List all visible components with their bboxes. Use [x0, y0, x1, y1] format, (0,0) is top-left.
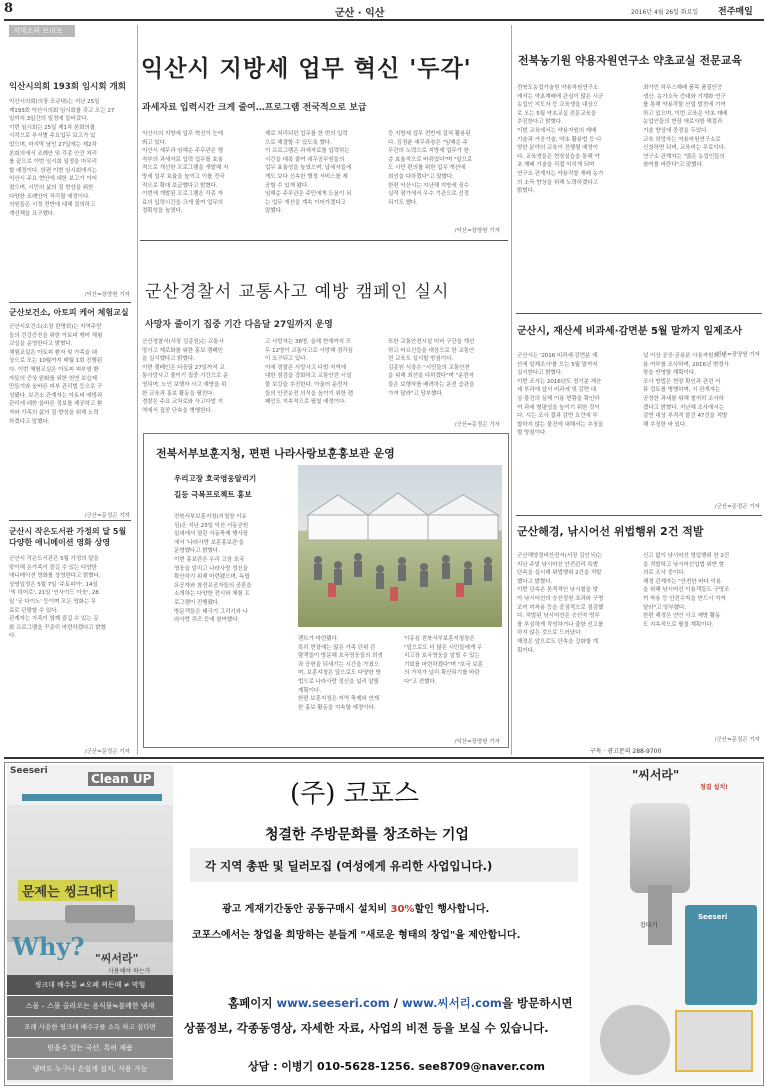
- ad-right-panel: [590, 765, 761, 1083]
- text-line: 익산시의 지방세 업무 혁신이 눈에: [142, 131, 223, 137]
- text-line: 경찰은 주요 교차로와 사고다발 지: [142, 399, 223, 406]
- ad-product-tag: 잡다기: [640, 922, 658, 929]
- text-line: 익산시 세무과 임해순 주무관은 행: [142, 148, 223, 155]
- text-line: 농업인들의 현장 애로사항 해결과: [643, 119, 723, 126]
- text-line: 대한 점검을 강화하고 교통안전 시설: [265, 373, 352, 380]
- text-line: 애니메이션 영화를 상영한다고 밝혔다.: [9, 573, 101, 580]
- fishing-col-2: [643, 552, 761, 728]
- text-line: 계획이다.: [298, 687, 321, 694]
- text-line: 운영했다고 밝혔다.: [174, 548, 220, 555]
- text-line: 할 방침이다.: [517, 430, 547, 437]
- brief-byline-2: /군산=문정곤 기자: [84, 513, 130, 519]
- text-line: 영웅을 알리고 나라사랑 정신을: [174, 565, 248, 572]
- text-line: 을 실시했다고 밝혔다.: [142, 356, 195, 363]
- text-line: 획이다.: [517, 647, 535, 654]
- text-line: 는 업무 개선을 계속 이어가겠다고: [265, 199, 346, 206]
- text-line: 료의 입력시간을 크게 줄여 업무의: [142, 199, 223, 206]
- text-line: 이번 교육에서는 약용자원의 재배: [517, 127, 597, 134]
- text-line: 다.: [9, 633, 16, 640]
- text-line: 이번 홍보관은 우리 고장 호국: [174, 556, 245, 563]
- text-line: 군산시는 '2016 비과세·감면분 재: [517, 353, 598, 359]
- lead-title: 익산시 지방세 업무 혁신 '두각': [141, 55, 472, 82]
- ad-product-label: Seeseri: [698, 913, 728, 921]
- text-line: 해경 관계자는 "안전한 바다 이용: [643, 578, 722, 585]
- promo-col-2: [643, 84, 761, 346]
- text-line: 익산시의회(의장 조규대)는 지난 25일: [9, 99, 100, 105]
- promo-col-1: [517, 84, 635, 346]
- text-line: 이 프로그램은 과세자료를 입력하는: [265, 148, 350, 155]
- festival-photo-illustration: [298, 465, 502, 627]
- text-line: 한편 보훈지청은 지역 축제와 연계: [298, 696, 379, 703]
- ad-product-name: "씨서라": [632, 768, 680, 782]
- text-line: 로그램이 진행됐다.: [174, 599, 220, 606]
- ad-reasons-list: [7, 975, 173, 1083]
- text-line: 지난 주말 낚시어선 안전관리 특별: [517, 561, 598, 568]
- text-line: 이 요구되고 있다.: [265, 356, 308, 363]
- text-line: 띄고 있다.: [142, 139, 167, 146]
- traffic-col-1: [142, 338, 258, 424]
- text-line: 감면 대상 부적격 물건 47건을 적발: [643, 413, 728, 420]
- ad-product-badge: [675, 1010, 753, 1072]
- header-rule: [4, 19, 764, 21]
- text-line: 리고장 호국영웅을 알릴 수 있는: [404, 653, 480, 660]
- feature-photo-caption-1: 우리고장 호국영웅알리기: [174, 474, 257, 483]
- text-line: 며, 보훈지청은 앞으로도 다양한 방: [298, 670, 381, 677]
- text-line: 다"고 전했다.: [404, 678, 437, 685]
- text-line: 자와 가족의 삶의 질 향상을 위해 노력: [9, 409, 99, 416]
- ad-homepage-line: [228, 995, 573, 1011]
- ad-reason: 냄비도 누구나 손쉽게 설치, 사용 가능: [7, 1059, 173, 1080]
- ad-contact-email[interactable]: see8709@naver.com: [414, 1060, 545, 1073]
- text-line: 성됐다. 보건소 관계자는 아토피 예방과: [9, 392, 103, 399]
- text-line: 실시한다고 밝혔다.: [517, 370, 563, 377]
- text-line: 다. 교육생들은 현장실습을 통해 약: [517, 153, 600, 160]
- ad-homepage-url-2[interactable]: www.씨서리.com: [401, 996, 502, 1010]
- feature-photo-caption-2: 길등 극복프로젝트 홍보: [174, 490, 252, 499]
- text-line: 페인도 지속적으로 펼칠 예정이다.: [265, 399, 346, 406]
- text-line: 군산경찰서(서장 김종원)는 교통사: [142, 339, 224, 345]
- ad-promo-line-suffix: 할인 행사합니다.: [414, 904, 490, 915]
- rule: [4, 757, 764, 759]
- text-line: 한편 해경은 연안 사고 예방 활동: [643, 613, 721, 620]
- ad-left-sink: [65, 905, 135, 923]
- text-line: 화 프로그램을 꾸준히 마련하겠다고 밝혔: [9, 624, 106, 631]
- feature-byline: /익산=장양원 기자: [454, 739, 500, 745]
- text-line: 다. 이번 체험교실은 아토피 피부염 환: [9, 366, 99, 373]
- header-date: 2016년 4월 26일 화요일: [631, 9, 699, 16]
- ad-product-pipe: [648, 885, 672, 945]
- brief-tag: 지역소식 브리프: [9, 25, 75, 37]
- text-line: 의원들은 시정 전반에 대해 질의하고: [9, 202, 96, 209]
- ad-info-line: 상품정보, 각종동영상, 자세한 자료, 사업의 비젼 등을 보실 수 있습니다.: [184, 1021, 549, 1035]
- rule: [9, 520, 131, 521]
- ad-promo-line-prefix: 광고 게재기간동안 공동구매시 설치비: [222, 904, 391, 915]
- text-line: 맞이해 온가족이 즐길 수 있는 다양한: [9, 564, 97, 571]
- rule: [9, 302, 131, 303]
- text-line: 소개하는 다양한 전시와 체험 프: [174, 591, 250, 598]
- lead-byline: /익산=장양원 기자: [454, 228, 500, 234]
- text-line: 최선을 다하겠다"고 말했다.: [388, 173, 454, 180]
- text-line: 특히 현장에는 많은 가족 단위 관: [298, 644, 376, 651]
- text-line: 신고 없이 낚시어선 영업행위 한 2건: [643, 553, 730, 559]
- text-line: 으로 해결할 수 있도록 했다.: [265, 139, 332, 146]
- text-line: 하겠다고 말했다.: [9, 418, 50, 425]
- ad-company-name: (주) 코포스: [290, 779, 420, 809]
- text-line: 제로 처리되던 업무를 한 번의 입력: [265, 131, 348, 137]
- text-line: 최가민 하우스재배 품목 품질인증: [643, 85, 723, 91]
- text-line: 의 소득 향상을 위해 노력하겠다고: [517, 179, 598, 186]
- text-line: 들의 건강증진을 위한 아토피 케어 체험: [9, 332, 103, 339]
- text-line: 람객들이 방문해 호국영웅들의 희생: [298, 653, 383, 660]
- text-line: 다. 적발된 낚시어선은 승선자 명부: [517, 613, 600, 620]
- text-line: 연구소 관계자는 약용작물 재배 농가: [517, 170, 604, 177]
- text-line: 의로 조사 중이다.: [643, 570, 686, 577]
- text-line: 유공자와 참전유공자들의 공훈을: [174, 582, 252, 589]
- text-line: 제193회 익산시의회 임시회를 갖고 오는 27: [9, 107, 115, 114]
- text-line: 본회의에서 조례안 및 각종 안건 처리: [9, 150, 97, 157]
- feature-col-3: [404, 635, 504, 735]
- text-line: 방문객들은 태극기 그리기와 나: [174, 608, 248, 615]
- text-line: 상으로 오는 10월까지 매월 1회 진행된: [9, 358, 103, 365]
- feature-photo: [298, 465, 502, 627]
- text-line: 상 물건의 실제 이용 현황을 확인하: [517, 395, 600, 402]
- traffic-col-2: [265, 338, 381, 424]
- brief-byline-1: /익산=장양원 기자: [84, 292, 130, 298]
- text-line: 만들기와 올바른 피부 관리법 등으로 구: [9, 384, 103, 391]
- ad-promo-line: [222, 900, 489, 915]
- text-line: 들의 안전운전 의식을 높이기 위한 캠: [265, 390, 353, 397]
- text-line: 등 지방세 업무 전반에 걸쳐 활용된: [388, 131, 471, 137]
- text-line: 또한 교통안전시설 미비 구간을 개선: [388, 339, 475, 345]
- text-line: 자들의 증상 완화를 위한 천연 보습제: [9, 375, 97, 382]
- fishing-col-1: [517, 552, 635, 728]
- text-line: 법으로 나라사랑 정신을 널리 알릴: [298, 678, 379, 685]
- text-line: 합하지 않는 물건에 대해서는 추징을: [517, 421, 604, 428]
- text-line: 용 여부를 조사하며, 2016년 변경사: [643, 361, 729, 368]
- ad-dealer-text: 각 지역 총판 및 딜러모집 (여성에게 유리한 사업입니다.): [205, 859, 493, 873]
- text-line: 군산시보건소(소장 한명희)는 지역주민: [9, 324, 102, 330]
- text-line: 두 12명이 교통사고로 사망해 경각심: [265, 347, 353, 354]
- ad-product-circle: [600, 1005, 670, 1075]
- text-line: 말했다.: [265, 208, 283, 215]
- text-line: 과 공헌을 되새기는 시간을 가졌으: [298, 661, 379, 668]
- text-line: 참여를 바란다"고 말했다.: [643, 162, 704, 169]
- text-line: 조끼 미착용 등을 중점적으로 점검했: [517, 604, 604, 611]
- lead-col-1: [142, 130, 258, 226]
- text-line: 양한 분야의 교육이 진행될 예정이: [517, 145, 598, 152]
- text-line: 다양한 조례안이 처리될 예정이다.: [9, 193, 90, 200]
- text-line: 심)은 지난 23일 익산 서동공원: [174, 522, 249, 529]
- text-line: 해 추징한 바 있다.: [643, 421, 687, 428]
- rule: [137, 25, 138, 755]
- brief-title-2: 군산보건소, 아토피 케어 체험교실: [9, 308, 129, 317]
- text-line: 이번 조사는 2016년도 정기분 재산: [517, 378, 602, 385]
- text-line: 끼 착용 등 안전수칙을 반드시 지켜: [643, 595, 726, 602]
- text-line: 공할 수 있게 됐다.: [265, 182, 309, 189]
- text-line: 이유심 전북서부보훈지청장은: [404, 636, 475, 642]
- text-line: 조사 방법은 현장 확인과 관련 서: [643, 378, 721, 385]
- text-line: 물 보강을 추진한다. 아울러 운전자: [265, 381, 348, 388]
- text-line: 농업인 지도자 등 교육생을 대상으: [517, 102, 598, 109]
- text-line: 신청하면 되며, 교육비는 무료이다.: [643, 145, 726, 152]
- text-line: 자부의 과세자료 입력 업무를 효율: [142, 156, 223, 163]
- text-line: 시작으로 부서별 주요업무 보고가 있: [9, 133, 96, 140]
- ad-contact-prefix: 상담 : 이병기: [248, 1060, 318, 1073]
- text-line: 을 위해 최선을 다하겠다"며 "운전자: [388, 373, 474, 380]
- ad-teal-bar: [22, 794, 162, 801]
- text-line: 다. 시는 조사 결과 감면 요건에 부: [517, 413, 598, 420]
- feature-col-1: [174, 513, 290, 633]
- rule: [511, 25, 512, 755]
- text-line: 을 위해 낚시어선 이용객들도 구명조: [643, 587, 730, 594]
- text-line: 공정한 과세를 위해 철저히 조사하: [643, 395, 724, 402]
- text-line: 역에서 집중 단속을 병행한다.: [142, 407, 213, 414]
- ad-reason: 씽크대 배수통 ≠오폐 찌든때 ≠ 막힘: [7, 975, 173, 996]
- text-line: 업무 효율성을 높였으며, 납세자들에: [265, 165, 352, 172]
- ad-homepage-url-1[interactable]: www.seeseri.com: [276, 996, 390, 1010]
- promo-byline: /진안=장양원 기자: [714, 352, 760, 358]
- text-line: 료로 관람할 수 있다.: [9, 607, 59, 614]
- header-page-number: 8: [4, 1, 14, 16]
- text-line: 달라"고 당부했다.: [643, 604, 686, 611]
- tax-col-1: [517, 352, 635, 498]
- ad-slogan: 청결한 주방문화를 창조하는 기업: [265, 827, 469, 843]
- text-line: 방세 업무 효율을 높이고 이를 전국: [142, 173, 225, 180]
- subscribe-notice: 구독 · 광고문의 288-9700: [590, 748, 662, 755]
- text-line: 라사랑 퀴즈 등에 참여했다.: [174, 617, 240, 624]
- ad-homepage-sep: /: [389, 996, 402, 1010]
- text-line: 추진한다고 밝혔다.: [517, 119, 563, 126]
- ad-why-text: Why?: [12, 932, 85, 961]
- text-line: 상영일정은 5월 7일 '주토피아', 14일: [9, 581, 98, 588]
- brief-body-3: [9, 555, 131, 731]
- text-line: 에서 '나라사랑 보훈홍보관'을: [174, 539, 244, 546]
- text-line: 정확성을 높였다.: [142, 208, 183, 215]
- fishing-title: 군산해경, 낚시어선 위법행위 2건 적발: [517, 525, 704, 538]
- text-line: "앞으로도 더 많은 시민들에게 우: [404, 644, 483, 651]
- text-line: 교육 희망자는 약용자원연구소로: [643, 136, 721, 143]
- ad-reason: 믿을수 있는 국산, 특허 제품: [7, 1038, 173, 1059]
- feature-col-2: [298, 635, 398, 735]
- traffic-byline: /군산=문정곤 기자: [454, 422, 500, 428]
- ad-contact-line: [248, 1058, 545, 1074]
- text-line: 의 가치가 널리 확산되기를 바란: [404, 670, 480, 677]
- text-line: 도 시민 편의를 위한 업무 개선에: [388, 165, 466, 172]
- ad-brand-left: Seeseri: [10, 766, 48, 776]
- text-line: 전북도농업기술원 약용자원연구소: [517, 85, 599, 91]
- lead-col-2: [265, 130, 381, 226]
- text-line: 전북서부보훈지청(지청장 이유: [174, 514, 247, 520]
- text-line: 이에 경찰은 사망사고 다발 지역에: [265, 364, 346, 371]
- text-line: 할 예정이다. 한편 이번 임시회에서는: [9, 167, 97, 174]
- text-line: 망사고 제로화를 위한 홍보 캠페인: [142, 347, 223, 354]
- text-line: 확산하기 위해 마련됐으며, 독립: [174, 574, 250, 581]
- text-line: 여 과세 형평성을 높이기 위한 것이: [517, 404, 600, 411]
- text-line: 고 사망자는 38명, 올해 현재까지 모: [265, 339, 351, 345]
- text-line: 하고 있으며, 이번 교육은 약초 재배: [643, 110, 728, 117]
- text-line: 한 교육과 홍보 활동을 펼친다.: [142, 390, 215, 397]
- text-line: 을 적발하고 낚시어선업법 위반 혐: [643, 561, 724, 568]
- brief-body-2: [9, 323, 131, 495]
- text-line: '빅 히어로', 21일 '인사이드 아웃', 28: [9, 590, 99, 597]
- brief-byline-3: /군산=문정곤 기자: [84, 749, 130, 755]
- text-line: 층 효율적으로 바뀌었다"며 "앞으로: [388, 156, 473, 163]
- ad-product-caption: 청결 설치!: [700, 784, 729, 791]
- ad-problem-text: 문제는 씽크대다: [18, 880, 118, 901]
- feature-title: 전북서부보훈지청, 편편 나라사랑보훈홍보관 운영: [156, 447, 395, 460]
- text-line: 임해순 주무관은 주민에게 도움이 되: [265, 191, 352, 198]
- text-line: 이번 캠페인은 다음달 27일까지 교: [142, 364, 225, 371]
- text-line: 아 낚시어선의 승선정원 초과와 구명: [517, 595, 604, 602]
- text-line: 일까지 3일간의 일정에 들어갔다.: [9, 116, 89, 123]
- text-line: 었으며, 마지막 날인 27일에는 제2차: [9, 141, 97, 148]
- text-line: 무관의 노력으로 지방세 업무가 한: [388, 148, 469, 155]
- text-line: 세 부과에 앞서 비과세 및 감면 대: [517, 387, 597, 394]
- text-line: 영되며, 노인 보행자 사고 예방을 위: [142, 381, 227, 388]
- promo-title: 전북농기원 약용자원연구소 약초교실 전문교육: [518, 54, 743, 67]
- text-line: 관계자는 가족이 함께 즐길 수 있는 문: [9, 616, 99, 623]
- text-line: 군산해양경비안전서(서장 김인식)는: [517, 553, 603, 559]
- text-line: 겠다고 밝혔다. 지난해 조사에서는: [643, 404, 724, 411]
- text-line: 생산, 농가소득 증대와 기계화 연구: [643, 93, 726, 100]
- text-line: 렌트가 마련됐다.: [298, 636, 339, 642]
- text-line: 일대에서 열린 서동축제 행사장: [174, 531, 248, 538]
- rule: [516, 515, 762, 516]
- text-line: 이번 단속은 본격적인 낚시철을 맞: [517, 587, 598, 594]
- ad-promo-percent: 30%: [390, 904, 415, 915]
- text-line: 류 검토를 병행하며, 시 관계자는: [643, 387, 721, 394]
- text-line: 를 끝으로 이번 임시회 일정을 마무리: [9, 159, 97, 166]
- text-line: 연구소 관계자는 "많은 농업인들의: [643, 153, 725, 160]
- text-line: 밝혔다.: [517, 188, 535, 195]
- text-line: 일 '굿 다이노' 등이며 모든 영화는 무: [9, 598, 97, 605]
- brief-title-1: 익산시의회 193회 임시회 개회: [9, 82, 126, 92]
- tax-byline: /군산=문정곤 기자: [714, 504, 760, 510]
- text-line: 기술과 가공기술, 약초 활용법 등 다: [517, 136, 602, 143]
- traffic-col-3: [388, 338, 504, 424]
- text-line: 한 홍보 활동을 지속할 예정이다.: [298, 704, 376, 711]
- ad-seeseri-caption: 사용해야 하는가: [108, 968, 151, 975]
- ad-startup-line: 코포스에서는 창업을 희망하는 분들게 "새로운 형태의 창업"을 제안합니다.: [192, 930, 521, 941]
- text-line: 단속을 실시해 위법행위 2건을 적발: [517, 570, 602, 577]
- traffic-subtitle: 사망자 줄이기 집중 기간 다음달 27일까지 운영: [145, 320, 333, 330]
- text-line: 적으로 개선한 프로그램을 개발해 지: [142, 165, 229, 172]
- rule: [516, 313, 762, 314]
- tax-col-2: [643, 352, 761, 498]
- text-line: 이번에 개발된 프로그램은 각종 자: [142, 191, 223, 198]
- ad-seeseri-text: "씨서라": [95, 952, 139, 965]
- ad-reason: 오래 사용한 씽크대 배수구를 소독 하고 싶다면: [7, 1017, 173, 1038]
- text-line: 되기도 했다.: [388, 199, 418, 206]
- text-line: 익산시 주요 현안에 대한 보고가 이어: [9, 176, 97, 183]
- text-line: 관리에 대한 올바른 정보를 제공하고 환: [9, 401, 103, 408]
- lead-subtitle: 과세자료 입력시간 크게 줄여…프로그램 전국적으로 보급: [142, 103, 367, 113]
- text-line: 통사망사고 줄이기 집중 기간으로 운: [142, 373, 229, 380]
- text-line: 항을 반영할 계획이다.: [643, 370, 696, 377]
- text-line: 했다고 밝혔다.: [517, 578, 553, 585]
- header-paper: 전주매일: [718, 7, 753, 17]
- text-line: 초 재배 기술을 직접 익히게 되며: [517, 162, 595, 169]
- text-line: 기회를 마련하겠다"며 "호국 보훈: [404, 661, 483, 668]
- text-line: 도 지속적으로 펼칠 계획이다.: [643, 621, 714, 628]
- text-line: 를 부실하게 작성하거나 출항 신고를: [517, 621, 604, 628]
- tax-title: 군산시, 재산세 비과세·감면분 5월 말까지 일제조사: [517, 326, 743, 337]
- ad-contact-phone[interactable]: 010-5628-1256.: [317, 1060, 415, 1073]
- brief-body-1: [9, 98, 131, 228]
- text-line: 다. 김정윤 세무과장은 "임해순 주: [388, 139, 468, 146]
- lead-col-3: [388, 130, 504, 226]
- text-line: 가져 달라"고 당부했다.: [388, 390, 444, 397]
- text-line: 이번 임시회는 25일 제1차 본회의를: [9, 124, 96, 131]
- text-line: 에서는 약초재배에 관심이 많은 시군: [517, 93, 604, 100]
- text-line: 게도 보다 신속한 행정 서비스를 제: [265, 173, 348, 180]
- text-line: 들은 보행자를 배려하는 운전 습관을: [388, 381, 475, 388]
- brief-title-3: 군산시 작은도서관 가정의 달 5월 다양한 애니메이션 영화 상영: [9, 527, 127, 547]
- text-line: 하고 어르신들을 대상으로 한 교통안: [388, 347, 475, 354]
- text-line: 적으로 확대 보급했다고 밝혔다.: [142, 182, 218, 189]
- ad-homepage-suffix: 을 방문하시면: [501, 996, 573, 1010]
- text-line: 해경은 앞으로도 단속을 강화할 계: [517, 638, 598, 645]
- text-line: 를 통해 약용작물 산업 발전에 기여: [643, 102, 726, 109]
- text-line: 시간을 대폭 줄여 세무공무원들의: [265, 156, 345, 163]
- header-section: 군산 · 익산: [335, 8, 385, 19]
- text-line: 로 오는 5월 약초교실 전문교육을: [517, 110, 597, 117]
- traffic-title: 군산경찰서 교통사고 예방 캠페인 실시: [145, 282, 450, 302]
- ad-reason: 스물 – 스물 올라오는 음식물≒불쾌한 냄새: [7, 996, 173, 1017]
- text-line: 실적 평가에서 우수 기관으로 선정: [388, 191, 469, 198]
- text-line: 기술 향상에 중점을 두었다.: [643, 127, 709, 134]
- text-line: 한편 익산시는 지난해 지방세 징수: [388, 182, 469, 189]
- text-line: 졌으며, 시민의 삶의 질 향상을 위한: [9, 184, 94, 191]
- text-line: 교실을 운영한다고 밝혔다.: [9, 341, 73, 348]
- text-line: 군산시 작은도서관은 5월 가정의 달을: [9, 556, 99, 562]
- ad-homepage-prefix: 홈페이지: [228, 996, 277, 1010]
- text-line: 개선책을 요구했다.: [9, 210, 55, 217]
- ad-product-device: [630, 803, 690, 893]
- text-line: 체험교실은 아토피 환자 및 가족을 대: [9, 349, 97, 356]
- rule: [140, 240, 508, 241]
- text-line: 널 이상 공공·공용분 사용자원의 사: [643, 353, 726, 359]
- fishing-byline: /군산=문정곤 기자: [714, 737, 760, 743]
- ad-brand-sub: Clean UP: [88, 772, 154, 786]
- text-line: 전 교육도 실시할 방침이다.: [388, 356, 454, 363]
- text-line: 김종원 서장은 "시민들의 교통안전: [388, 364, 470, 371]
- text-line: 하지 않은 것으로 드러났다.: [517, 630, 583, 637]
- text-line: 산세 일제조사'를 오는 5월 말까지: [517, 361, 598, 368]
